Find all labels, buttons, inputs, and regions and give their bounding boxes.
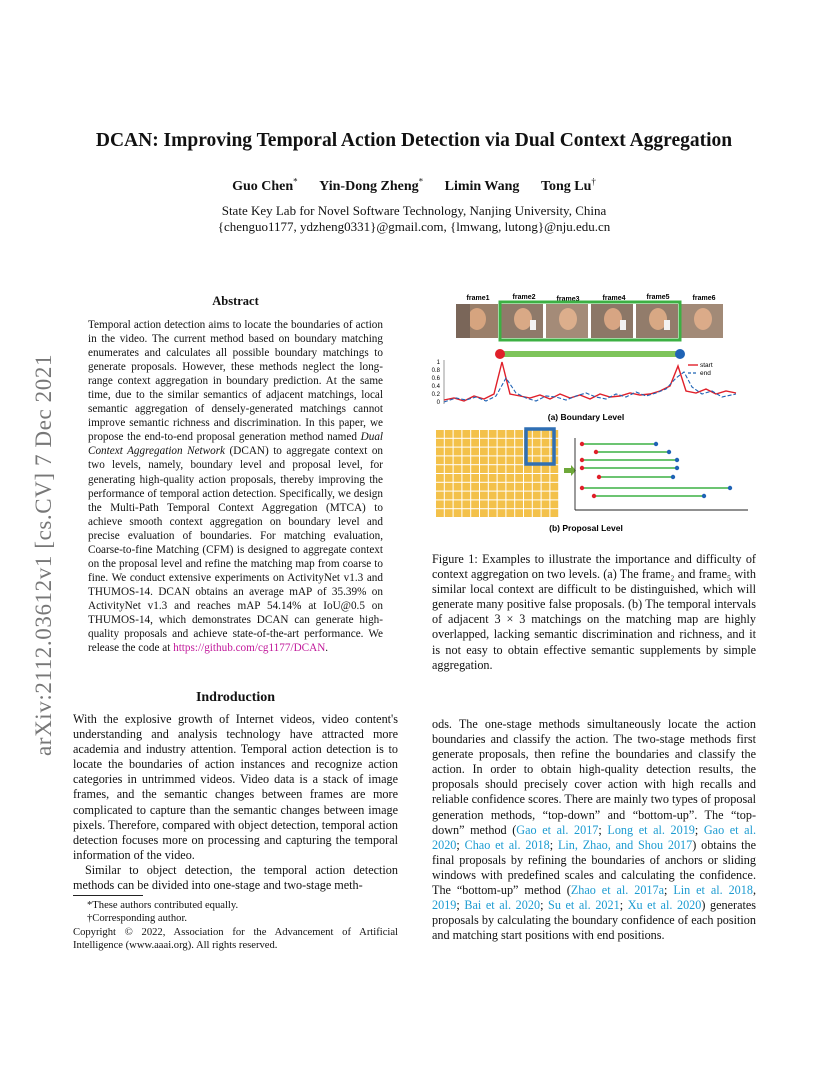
grid-cell	[462, 483, 470, 491]
grid-cell	[462, 474, 470, 482]
affiliation: State Key Lab for Novel Software Technology, Nanjing University, China	[221, 203, 607, 218]
citation-link[interactable]: 2019	[432, 898, 457, 913]
grid-cell	[506, 448, 514, 456]
grid-cell	[515, 492, 523, 500]
subfigure-label-a: (a) Boundary Level	[547, 412, 625, 422]
grid-cell	[462, 439, 470, 447]
grid-cell	[445, 474, 453, 482]
proposal-start-dot	[597, 475, 601, 479]
grid-cell	[480, 474, 488, 482]
grid-cell	[436, 439, 444, 447]
grid-cell	[471, 483, 479, 491]
grid-cell	[480, 492, 488, 500]
author-list	[0, 176, 828, 195]
frame-label: frame5	[646, 294, 670, 301]
grid-cell	[462, 448, 470, 456]
grid-cell	[489, 448, 497, 456]
grid-cell	[471, 456, 479, 464]
frame-thumbnail	[636, 304, 678, 338]
grid-cell	[489, 439, 497, 447]
matching-map-grid	[436, 430, 558, 517]
grid-cell	[498, 483, 506, 491]
grid-cell	[454, 448, 462, 456]
grid-cell	[515, 465, 523, 473]
copyright-notice: Copyright © 2022, Association for the Advancement of Artificial Intelligence (www.aaai.org). All rights reserved.	[73, 926, 398, 952]
grid-cell	[480, 483, 488, 491]
grid-cell	[480, 500, 488, 508]
grid-cell	[471, 474, 479, 482]
affiliation-block	[0, 203, 828, 235]
proposal-start-dot	[580, 442, 584, 446]
grid-cell	[524, 483, 532, 491]
grid-cell	[462, 456, 470, 464]
frame-label: frame3	[556, 296, 580, 303]
end-point-marker	[675, 349, 685, 359]
citation-link[interactable]: Gao et al. 2017	[516, 822, 599, 837]
proposal-end-dot	[675, 466, 679, 470]
grid-cell	[542, 500, 550, 508]
grid-cell	[454, 500, 462, 508]
grid-cell	[436, 465, 444, 473]
grid-cell	[550, 492, 558, 500]
frame-thumbnail	[456, 304, 498, 338]
grid-cell	[454, 465, 462, 473]
grid-cell	[480, 509, 488, 517]
grid-cell	[498, 448, 506, 456]
grid-cell	[445, 430, 453, 438]
frame-thumbnail	[681, 304, 723, 338]
proposal-end-dot	[675, 458, 679, 462]
grid-cell	[524, 465, 532, 473]
subfigure-label-b: (b) Proposal Level	[549, 523, 623, 533]
grid-cell	[542, 509, 550, 517]
grid-cell	[489, 492, 497, 500]
grid-cell	[480, 456, 488, 464]
grid-cell	[436, 500, 444, 508]
grid-cell	[498, 430, 506, 438]
grid-cell	[542, 492, 550, 500]
grid-cell	[524, 509, 532, 517]
abstract-text: Temporal action detection aims to locate the boundaries of action in the video. The current method based on boundary matching enumerates and calculates all possible boundary matchings to generate proposals. However, these methods neglect the long-range context aggregation in boundary prediction. At the same time, due to the similar semantics of adjacent matchings, local semantic aggregation of densely-generated matchings cannot improve semantic richness and discrimination. In this paper, we propose the end-to-end proposal generation method named Dual Context Aggregation Network (DCAN) to aggregate context on two levels, namely, boundary level and proposal level, for generating high-quality action proposals, thereby improving the performance of temporal action detection. Specifically, we design the Multi-Path Temporal Context Aggregation (MTCA) to achieve smooth context aggregation on boundary level and precise evaluation of boundaries. For matching evaluation, Coarse-to-fine Matching (CFM) is designed to aggregate context on the proposal level and refine the matching map from coarse to fine. We conduct extensive experiments on ActivityNet v1.3 and THUMOS-14. DCAN obtains an average mAP of 35.39% on ActivityNet v1.3 and reaches mAP 54.14% at IoU@0.5 on THUMOS-14, which demonstrates DCAN can generate high-quality proposals and achieve state-of-the-art performance. We release the code at https://github.com/cg1177/DCAN.	[88, 319, 384, 655]
grid-cell	[454, 456, 462, 464]
grid-cell	[506, 474, 514, 482]
author: Tong Lu†	[540, 176, 596, 194]
section-heading: Indroduction	[195, 690, 276, 705]
frame-label: frame1	[466, 295, 490, 302]
start-point-marker	[495, 349, 505, 359]
y-tick: 0.4	[431, 384, 440, 390]
grid-cell	[480, 430, 488, 438]
grid-cell	[515, 500, 523, 508]
grid-cell	[524, 492, 532, 500]
grid-cell	[533, 492, 541, 500]
intro-paragraph: With the explosive growth of Internet videos, video content's understanding and analysis technology have attracted more academia and industry attention. Temporal action detection is to locate the boundaries of action instances and recognize action categories in untrimmed videos. Video data is a stack of image frames, and the semantic changes between frames are more complicated to capture than the semantic changes between image pixels. Therefore, compared with object detection, temporal action detection focuses more on processing and capturing the temporal information of the video.	[73, 712, 398, 862]
code-link[interactable]: https://github.com/cg1177/DCAN	[173, 642, 326, 655]
grid-cell	[533, 439, 541, 447]
intro-left-column	[73, 712, 398, 893]
grid-cell	[506, 439, 514, 447]
grid-cell	[436, 509, 444, 517]
paper-title: DCAN: Improving Temporal Action Detection via Dual Context Aggregation	[95, 130, 733, 151]
frame-thumbnail	[591, 304, 633, 338]
grid-cell	[515, 456, 523, 464]
proposal-lines	[580, 442, 732, 498]
grid-cell	[462, 465, 470, 473]
citation-link[interactable]: Zhao et al. 2017a	[570, 883, 665, 898]
proposal-start-dot	[580, 458, 584, 462]
grid-cell	[471, 492, 479, 500]
grid-cell	[462, 430, 470, 438]
frame-thumbnail	[546, 304, 588, 338]
proposal-end-dot	[667, 450, 671, 454]
figure-1-graphic	[430, 290, 758, 540]
abstract-emphasis: Dual Context Aggregation Network	[88, 431, 384, 458]
grid-cell	[480, 448, 488, 456]
y-tick: 0.6	[431, 376, 440, 382]
map-arrow	[564, 465, 576, 476]
grid-cell	[436, 492, 444, 500]
frame-label: frame6	[692, 295, 716, 302]
grid-cell	[506, 500, 514, 508]
grid-cell	[515, 448, 523, 456]
legend-start-label: start	[700, 362, 713, 369]
intro-paragraph: Similar to object detection, the temporal action detection methods can be divided into one-stage and two-stage meth-	[73, 862, 398, 893]
grid-cell	[515, 483, 523, 491]
grid-cell	[489, 483, 497, 491]
grid-cell	[436, 430, 444, 438]
citation-link[interactable]: Bai et al. 2020	[464, 898, 541, 913]
boundary-plot	[432, 349, 736, 406]
grid-cell	[506, 492, 514, 500]
grid-cell	[489, 509, 497, 517]
arxiv-stamp-text: arXiv:2112.03612v1 [cs.CV] 7 Dec 2021	[31, 353, 56, 756]
grid-cell	[445, 439, 453, 447]
grid-cell	[506, 483, 514, 491]
legend-end-label: end	[700, 370, 711, 377]
grid-cell	[498, 474, 506, 482]
grid-cell	[533, 500, 541, 508]
grid-cell	[542, 439, 550, 447]
grid-cell	[454, 474, 462, 482]
frame-label: frame4	[602, 295, 626, 302]
grid-cell	[542, 430, 550, 438]
proposal-end-dot	[728, 486, 732, 490]
grid-cell	[498, 465, 506, 473]
arxiv-stamp	[24, 296, 60, 756]
proposal-start-dot	[580, 486, 584, 490]
proposal-end-dot	[654, 442, 658, 446]
grid-cell	[489, 474, 497, 482]
grid-cell	[550, 483, 558, 491]
frame-label: frame2	[512, 294, 536, 301]
grid-cell	[533, 483, 541, 491]
grid-cell	[445, 448, 453, 456]
grid-cell	[454, 492, 462, 500]
grid-cell	[489, 456, 497, 464]
grid-cell	[462, 500, 470, 508]
grid-cell	[506, 465, 514, 473]
grid-cell	[542, 483, 550, 491]
grid-cell	[454, 430, 462, 438]
grid-cell	[498, 439, 506, 447]
citation-link[interactable]: Lin, Zhao, and Shou 2017	[557, 837, 693, 852]
grid-cell	[489, 465, 497, 473]
grid-cell	[533, 465, 541, 473]
grid-cell	[445, 483, 453, 491]
grid-cell	[533, 509, 541, 517]
grid-cell	[515, 439, 523, 447]
grid-cell	[550, 465, 558, 473]
grid-cell	[445, 492, 453, 500]
footnote-rule	[73, 895, 143, 896]
grid-cell	[489, 430, 497, 438]
author: Guo Chen*	[232, 176, 298, 194]
grid-cell	[471, 500, 479, 508]
abstract-heading: Abstract	[212, 294, 259, 308]
proposal-start-dot	[580, 466, 584, 470]
grid-cell	[462, 492, 470, 500]
grid-cell	[515, 474, 523, 482]
proposal-start-dot	[594, 450, 598, 454]
grid-cell	[506, 430, 514, 438]
start-curve	[444, 362, 736, 401]
grid-cell	[515, 430, 523, 438]
grid-cell	[445, 500, 453, 508]
y-tick: 0.2	[431, 392, 440, 398]
grid-cell	[454, 509, 462, 517]
grid-cell	[498, 492, 506, 500]
grid-cell	[550, 509, 558, 517]
grid-cell	[542, 448, 550, 456]
citation-link[interactable]: Xu et al. 2020	[627, 898, 702, 913]
grid-cell	[498, 509, 506, 517]
video-frames	[456, 302, 723, 340]
proposal-plot	[575, 438, 748, 510]
footnotes	[73, 899, 398, 953]
grid-cell	[533, 430, 541, 438]
proposal-start-dot	[592, 494, 596, 498]
footnote-equal: *These authors contributed equally.	[87, 900, 239, 911]
grid-cell	[454, 483, 462, 491]
proposal-end-dot	[702, 494, 706, 498]
grid-cell	[436, 474, 444, 482]
author: Yin-Dong Zheng*	[319, 176, 424, 194]
grid-cell	[445, 509, 453, 517]
y-tick: 0	[436, 400, 440, 406]
citation-link[interactable]: Su et al. 2021	[548, 898, 620, 913]
grid-cell	[489, 500, 497, 508]
proposal-end-dot	[671, 475, 675, 479]
grid-cell	[524, 474, 532, 482]
grid-cell	[498, 456, 506, 464]
citation-link[interactable]: Chao et al. 2018	[464, 837, 550, 852]
grid-cell	[480, 439, 488, 447]
grid-cell	[471, 430, 479, 438]
citation-link[interactable]: Long et al. 2019	[607, 822, 695, 837]
grid-cell	[436, 456, 444, 464]
author: Limin Wang	[444, 178, 520, 194]
grid-cell	[480, 465, 488, 473]
grid-cell	[515, 509, 523, 517]
y-tick: 0.8	[431, 368, 440, 374]
frame-thumbnail	[501, 304, 543, 338]
grid-cell	[445, 456, 453, 464]
grid-cell	[462, 509, 470, 517]
grid-cell	[524, 500, 532, 508]
grid-cell	[498, 500, 506, 508]
grid-cell	[454, 439, 462, 447]
grid-cell	[542, 474, 550, 482]
grid-cell	[533, 448, 541, 456]
figure-1	[430, 290, 758, 540]
grid-cell	[506, 509, 514, 517]
grid-cell	[445, 465, 453, 473]
figure-caption: Figure 1: Examples to illustrate the importance and difficulty of context aggregation on two levels. (a) The frame₂ and frame₅ with similar local context are difficult to be distinguished, which will generate many positive false proposals. (b) The temporal intervals of adjacent 3 × 3 matchings on the matching map are highly overlapped, lacking semantic discrimination and richness, and it is not easy to obtain effective semantic supplements by simple aggregation.	[432, 552, 756, 672]
y-tick: 1	[436, 360, 440, 366]
citation-link[interactable]: Lin et al. 2018	[673, 883, 753, 898]
footnote-corresponding: †Corresponding author.	[87, 913, 188, 925]
grid-cell	[471, 439, 479, 447]
intro-right-column: ods. The one-stage methods simultaneously locate the action boundaries and classify the action. The two-stage methods first generate proposals, then refine the boundaries and classify the action. In order to obtain high-quality detection results, the proposals should precisely cover action with high recalls and reliable confidence scores. There are mainly two types of proposal generation methods, “top-down” and “bottom-up”. The “top-down” method (Gao et al. 2017; Long et al. 2019; Gao et al. 2020; Chao et al. 2018; Lin, Zhao, and Shou 2017) obtains the final proposals by refining the boundaries of anchors or sliding windows with predefined scales and calculating the confidence. The “bottom-up” method (Zhao et al. 2017a; Lin et al. 2018, 2019; Bai et al. 2020; Su et al. 2021; Xu et al. 2020) generates proposals by calculating the boundary confidence of each position and matching start positions with end positions.	[432, 717, 757, 943]
grid-cell	[471, 448, 479, 456]
grid-cell	[506, 456, 514, 464]
grid-cell	[550, 500, 558, 508]
grid-cell	[471, 465, 479, 473]
grid-cell	[436, 483, 444, 491]
citation-link[interactable]: Gao et al. 2020	[432, 822, 756, 852]
grid-cell	[436, 448, 444, 456]
grid-cell	[550, 474, 558, 482]
grid-cell	[471, 509, 479, 517]
grid-cell	[542, 465, 550, 473]
emails: {chenguo1177, ydzheng0331}@gmail.com, {lmwang, lutong}@nju.edu.cn	[217, 219, 611, 234]
grid-cell	[533, 474, 541, 482]
